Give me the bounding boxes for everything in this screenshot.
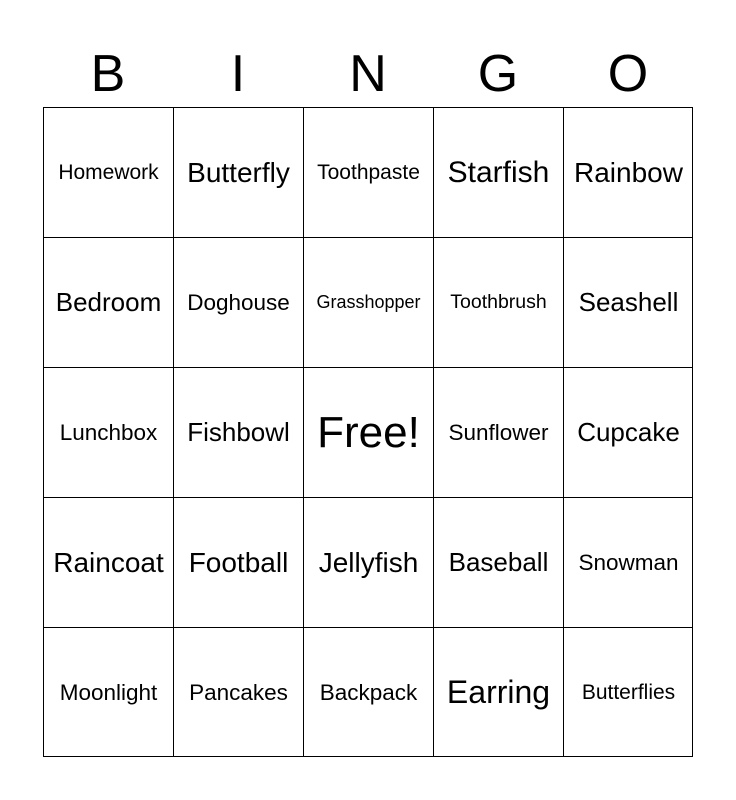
bingo-cell: Butterflies <box>563 627 693 757</box>
bingo-cell: Lunchbox <box>43 367 173 497</box>
bingo-cell: Cupcake <box>563 367 693 497</box>
header-letter-b: B <box>90 45 126 103</box>
bingo-cell: Football <box>173 497 303 627</box>
bingo-cell: Bedroom <box>43 237 173 367</box>
bingo-cell: Starfish <box>433 107 563 237</box>
header-letter-o: O <box>607 45 649 103</box>
bingo-board <box>43 107 693 757</box>
header-letter-n: N <box>349 45 387 103</box>
bingo-cell: Toothpaste <box>303 107 433 237</box>
bingo-cell: Baseball <box>433 497 563 627</box>
bingo-cell: Raincoat <box>43 497 173 627</box>
bingo-cell: Jellyfish <box>303 497 433 627</box>
bingo-cell: Earring <box>433 627 563 757</box>
header-letter-i: I <box>230 45 246 103</box>
bingo-cell: Fishbowl <box>173 367 303 497</box>
bingo-cell: Snowman <box>563 497 693 627</box>
bingo-header <box>43 40 693 108</box>
header-letter-g: G <box>477 45 519 103</box>
bingo-cell: Homework <box>43 107 173 237</box>
bingo-cell: Pancakes <box>173 627 303 757</box>
bingo-cell: Sunflower <box>433 367 563 497</box>
bingo-cell: Grasshopper <box>303 237 433 367</box>
bingo-cell: Toothbrush <box>433 237 563 367</box>
bingo-cell: Butterfly <box>173 107 303 237</box>
bingo-cell: Rainbow <box>563 107 693 237</box>
bingo-cell: Moonlight <box>43 627 173 757</box>
free-space-cell: Free! <box>303 367 433 497</box>
bingo-cell: Backpack <box>303 627 433 757</box>
bingo-cell: Seashell <box>563 237 693 367</box>
bingo-cell: Doghouse <box>173 237 303 367</box>
